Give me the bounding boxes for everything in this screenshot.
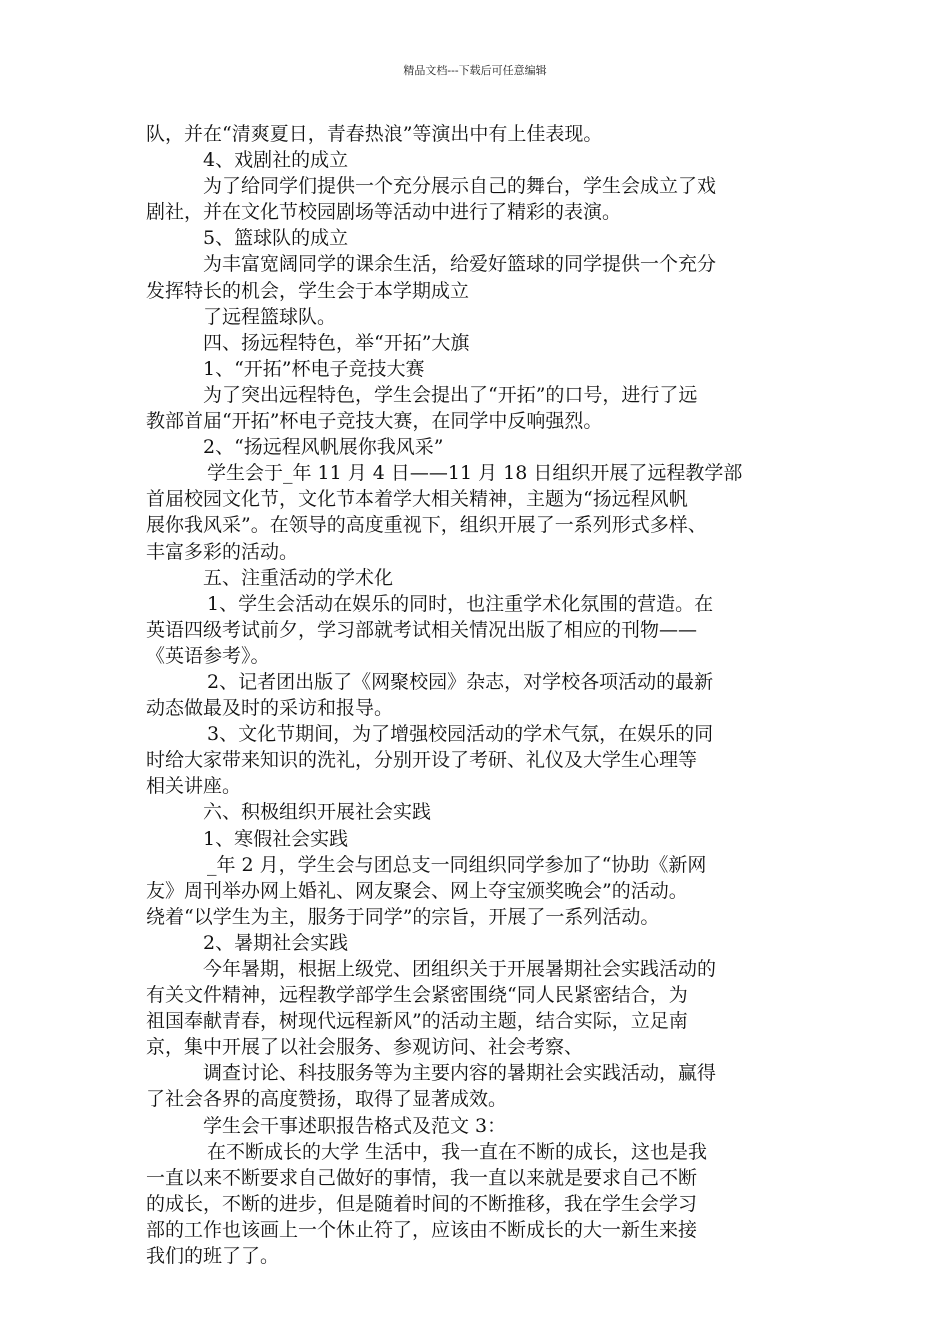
body-line: 部的工作也该画上一个休止符了，应该由不断成长的大一新生来接 [146,1218,698,1241]
body-line: 剧社，并在文化节校园剧场等活动中进行了精彩的表演。 [146,201,622,224]
body-line: 英语四级考试前夕，学习部就考试相关情况出版了相应的刊物—— [146,618,698,641]
body-line: 相关讲座。 [146,775,242,798]
body-line: 队，并在“清爽夏日，青春热浪”等演出中有上佳表现。 [146,123,603,145]
body-line: 丰富多彩的活动。 [146,540,299,563]
body-line: 的成长，不断的进步，但是随着时间的不断推移，我在学生会学习 [146,1192,698,1215]
section-subheading: 2、暑期社会实践 [203,931,349,954]
section-subheading: 5、篮球队的成立 [203,227,349,250]
section-subheading: 1、寒假社会实践 [203,827,349,850]
body-line: 友》周刊举办网上婚礼、网友聚会、网上夺宝颁奖晚会”的活动。 [146,879,688,902]
section-heading: 学生会干事述职报告格式及范文 3： [203,1114,507,1137]
body-line: 调查讨论、科技服务等为主要内容的暑期社会实践活动，赢得 [203,1062,717,1085]
body-line: 为了突出远程特色，学生会提出了“开拓”的口号，进行了远 [203,383,698,406]
section-subheading: 1、“开拓”杯电子竞技大赛 [203,357,425,380]
section-subheading: 2、“扬远程风帆展你我风采” [203,436,444,459]
body-line: _年 2 月，学生会与团总支一同组织同学参加了“协助《新网 [207,853,707,876]
body-line: 为丰富宽阔同学的课余生活，给爱好篮球的同学提供一个充分 [203,253,717,276]
body-line: 时给大家带来知识的洗礼，分别开设了考研、礼仪及大学生心理等 [146,749,698,772]
section-heading: 五、注重活动的学术化 [203,566,394,589]
body-line: 3、文化节期间，为了增强校园活动的学术气氛，在娱乐的同 [207,723,714,746]
body-line: 教部首届“开拓”杯电子竞技大赛，在同学中反响强烈。 [146,410,603,433]
body-line: 有关文件精神，远程教学部学生会紧密围绕“同人民紧密结合，为 [146,984,688,1007]
body-line: 祖国奉献青春，树现代远程新风”的活动主题，结合实际，立足南 [146,1010,688,1033]
body-line: 在不断成长的大学 生活中，我一直在不断的成长，这也是我 [207,1140,708,1163]
body-line: 我们的班了了。 [146,1245,280,1268]
body-line: 今年暑期，根据上级党、团组织关于开展暑期社会实践活动的 [203,958,717,980]
body-line: 1、学生会活动在娱乐的同时，也注重学术化氛围的营造。在 [207,592,714,615]
body-line: 2、记者团出版了《网聚校园》杂志，对学校各项活动的最新 [207,670,714,693]
section-subheading: 4、戏剧社的成立 [203,149,349,172]
body-line: 发挥特长的机会，学生会于本学期成立 [146,279,470,302]
section-heading: 六、积极组织开展社会实践 [203,801,432,824]
body-line: 一直以来不断要求自己做好的事情，我一直以来就是要求自己不断 [146,1166,698,1189]
document-body [146,121,816,1269]
body-line: 了社会各界的高度赞扬，取得了显著成效。 [146,1088,508,1111]
body-line: 学生会于_年 11 月 4 日——11 月 18 日组织开展了远程教学部 [207,462,743,485]
body-line: 绕着“以学生为主，服务于同学”的宗旨，开展了一系列活动。 [146,905,660,928]
body-line: 了远程篮球队。 [203,305,337,328]
body-line: 展你我风采”。在领导的高度重视下，组织开展了一系列形式多样、 [146,514,707,537]
page-header: 精品文档---下载后可任意编辑 [403,64,547,77]
section-heading: 四、扬远程特色，举“开拓”大旗 [203,331,470,354]
body-line: 首届校园文化节，文化节本着学大相关精神，主题为“扬远程风帆 [146,488,688,511]
body-line: 京，集中开展了以社会服务、参观访问、社会考察、 [146,1036,584,1059]
body-line: 动态做最及时的采访和报导。 [146,697,394,720]
body-line: 《英语参考》。 [146,644,270,667]
body-line: 为了给同学们提供一个充分展示自己的舞台，学生会成立了戏 [203,175,717,198]
